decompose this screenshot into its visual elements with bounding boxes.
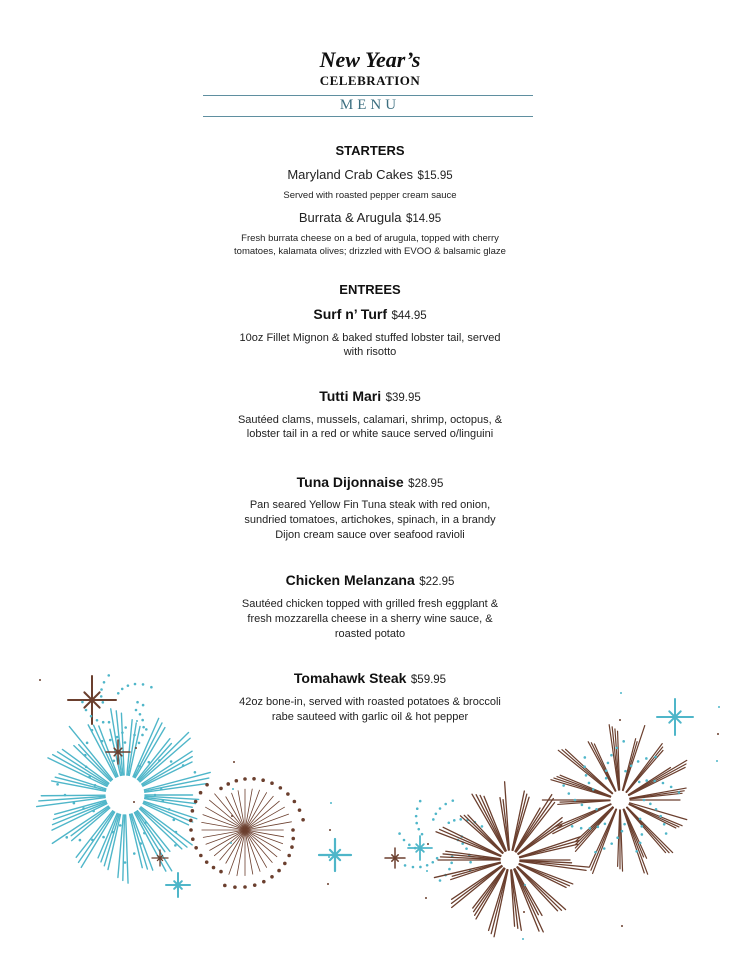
item-price: $39.95 (385, 392, 421, 404)
item-description: Fresh burrata cheese on a bed of arugula, topped with cherry (241, 233, 499, 244)
item-name: Tuna Dijonnaise (296, 474, 404, 490)
item-price: $14.95 (405, 213, 442, 225)
entree-item (0, 474, 740, 492)
item-description: tomatoes, kalamata olives; drizzled with EVOO & balsamic glaze (234, 246, 506, 257)
item-price: $44.95 (391, 310, 427, 322)
item-price: $28.95 (408, 478, 444, 490)
starter-item (0, 166, 740, 184)
item-name: Tomahawk Steak (293, 670, 407, 686)
item-description: rabe sauteed with garlic oil & hot pepper (271, 711, 469, 723)
entree-item (0, 572, 740, 590)
page-subtitle: CELEBRATION (319, 73, 421, 88)
item-description: lobster tail in a red or white sauce served o/linguini (246, 428, 494, 440)
item-description: Dijon cream sauce over seafood ravioli (275, 529, 465, 541)
menu-label: MENU (339, 97, 401, 113)
starter-item (0, 209, 740, 227)
item-description: Pan seared Yellow Fin Tuna steak with red onion, (249, 499, 491, 511)
item-price: $15.95 (417, 170, 453, 182)
item-description: Served with roasted pepper cream sauce (283, 190, 457, 201)
item-name: Tutti Mari (319, 388, 382, 404)
item-name: Surf n’ Turf (313, 306, 387, 322)
item-description: Sautéed chicken topped with grilled fresh eggplant & (241, 598, 499, 610)
item-description: with risotto (343, 346, 397, 358)
divider-top (203, 95, 533, 96)
page-title: New Year’s (319, 47, 421, 72)
item-description: Sautéed clams, mussels, calamari, shrimp, octopus, & (237, 414, 503, 426)
entree-item (0, 388, 740, 406)
item-name: Chicken Melanzana (285, 572, 415, 588)
item-price: $22.95 (419, 576, 455, 588)
item-description: sundried tomatoes, artichokes, spinach, in a brandy (244, 514, 496, 526)
item-price: $59.95 (410, 674, 447, 686)
entrees-heading: ENTREES (339, 282, 401, 297)
fireworks-illustration (0, 660, 740, 960)
item-description: roasted potato (334, 628, 406, 640)
item-description: 42oz bone-in, served with roasted potatoes & broccoli (239, 696, 501, 708)
entree-item (0, 306, 740, 324)
divider-bottom (203, 116, 533, 117)
item-description: 10oz Fillet Mignon & baked stuffed lobster tail, served (239, 332, 501, 344)
item-name: Burrata & Arugula (298, 210, 402, 225)
firework-bursts (37, 674, 720, 940)
starters-heading: STARTERS (335, 143, 405, 158)
item-name: Maryland Crab Cakes (287, 167, 414, 182)
item-description: fresh mozzarella cheese in a sherry wine sauce, & (247, 613, 493, 625)
